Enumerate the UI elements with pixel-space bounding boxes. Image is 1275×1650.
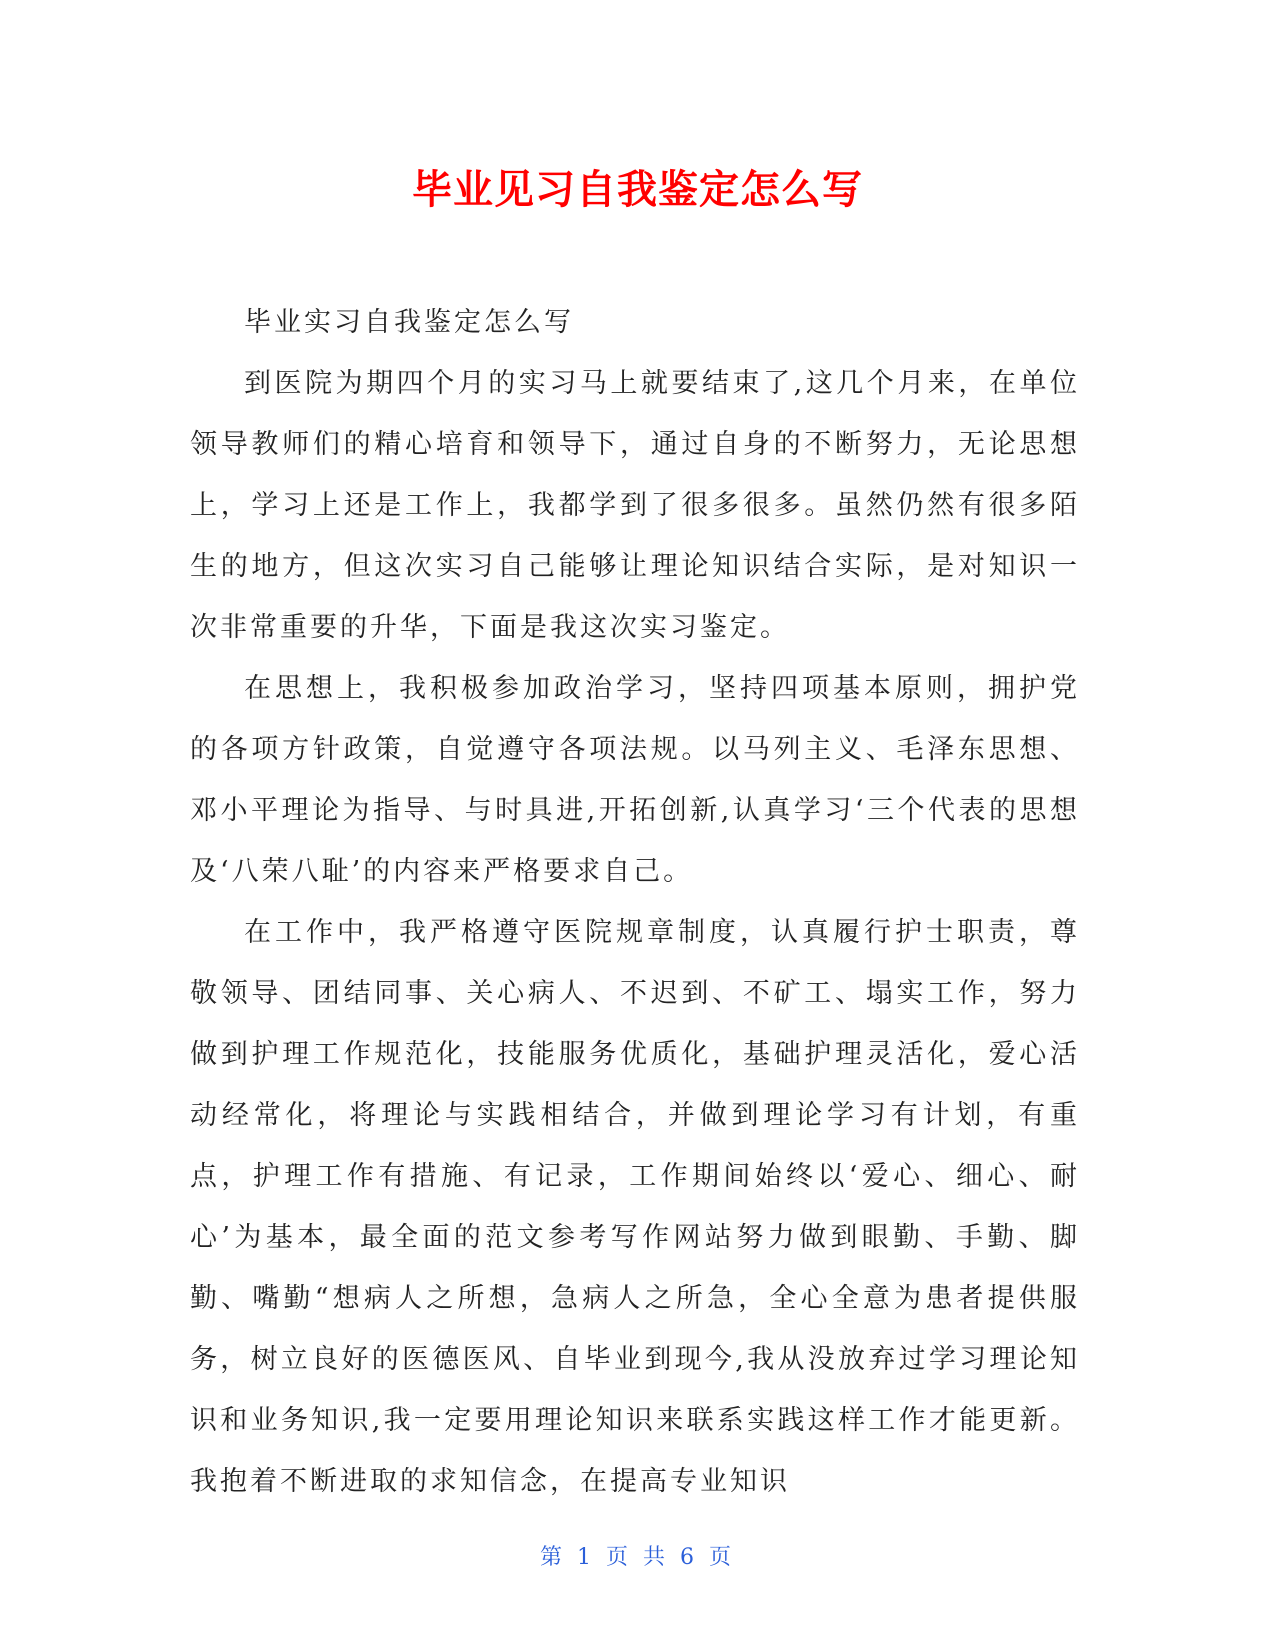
subtitle-paragraph: 毕业实习自我鉴定怎么写 <box>244 307 574 338</box>
document-body <box>190 292 1080 1512</box>
body-paragraph: 到医院为期四个月的实习马上就要结束了,这几个月来，在单位领导教师们的精心培育和领导下，通过自身的不断努力，无论思想上，学习上还是工作上，我都学到了很多很多。虽然仍然有很多陌生的地方，但这次实习自己能够让理论知识结合实际，是对知识一次非常重要的升华，下面是我这次实习鉴定。 <box>190 368 1080 643</box>
document-title: 毕业见习自我鉴定怎么写 <box>412 167 863 213</box>
body-paragraph: 在工作中，我严格遵守医院规章制度，认真履行护士职责，尊敬领导、团结同事、关心病人、不迟到、不矿工、塌实工作，努力做到护理工作规范化，技能服务优质化，基础护理灵活化，爱心活动经常化，将理论与实践相结合，并做到理论学习有计划，有重点，护理工作有措施、有记录，工作期间始终以‘爱心、细心、耐心’为基本，最全面的范文参考写作网站努力做到眼勤、手勤、脚勤、嘴勤“想病人之所想，急病人之所急，全心全意为患者提供服务，树立良好的医德医风、自毕业到现今,我从没放弃过学习理论知识和业务知识,我一定要用理论知识来联系实践这样工作才能更新。我抱着不断进取的求知信念，在提高专业知识 <box>190 917 1080 1497</box>
page-footer: 第 1 页 共 6 页 <box>540 1545 735 1570</box>
body-paragraph: 在思想上，我积极参加政治学习，坚持四项基本原则，拥护党的各项方针政策，自觉遵守各项法规。以马列主义、毛泽东思想、邓小平理论为指导、与时具进,开拓创新,认真学习‘三个代表的思想及‘八荣八耻’的内容来严格要求自己。 <box>190 673 1080 887</box>
